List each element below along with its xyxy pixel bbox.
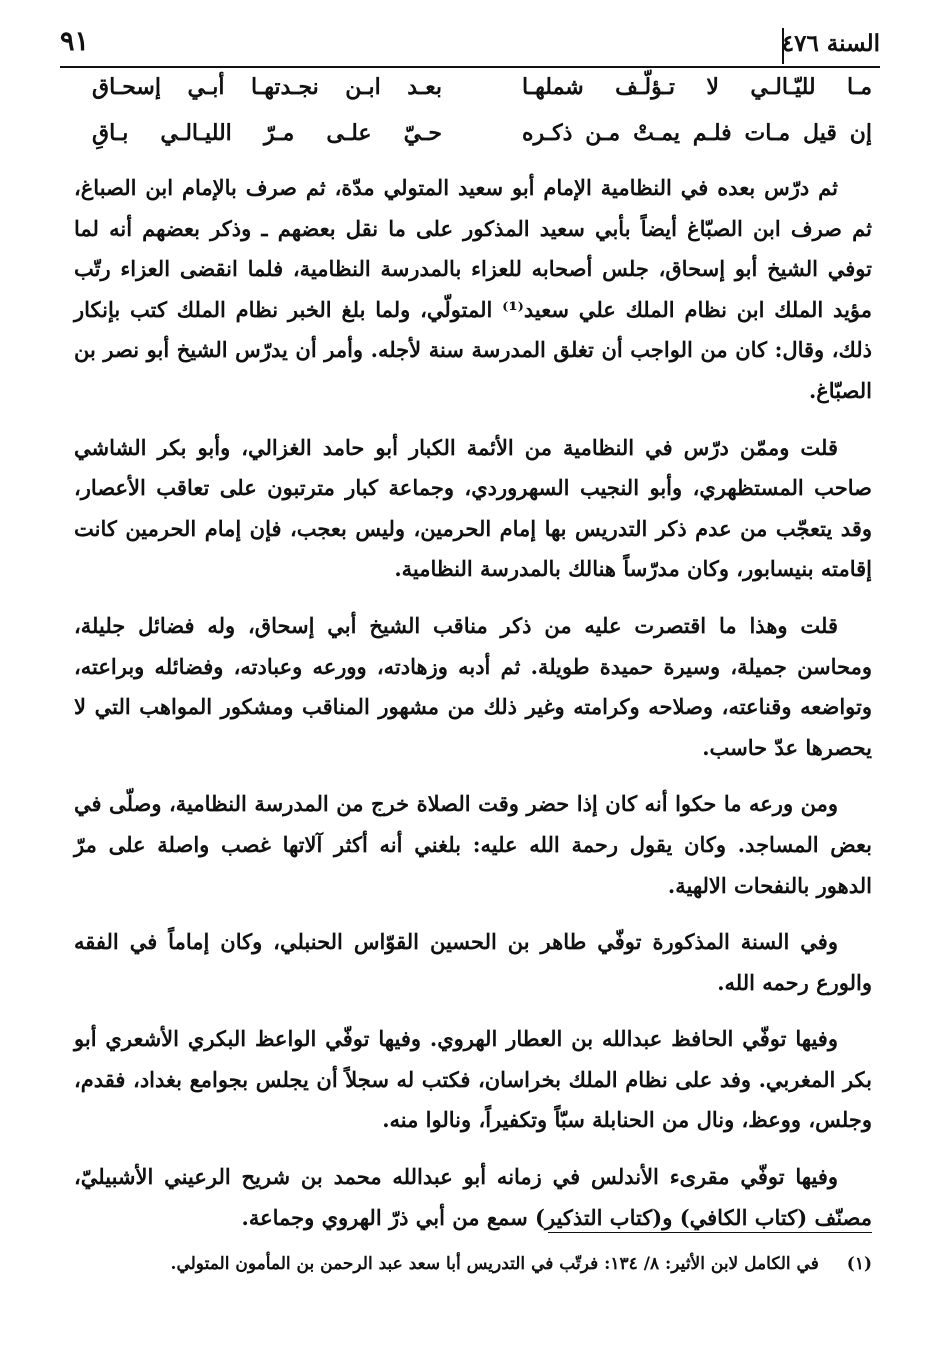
paragraph: ثم درّس بعده في النظامية الإمام أبو سعيد المتولي مدّة، ثم صرف بالإمام ابن الصباغ، ثم صرف ابن الصبّاغ أيضاً بأبي سعيد المذكور على ما نقل بعضهم ـ وذكر بعضهم أنه لما توفي الشيخ أبو إسحاق، جلس أصحابه للعزاء بالمدرسة النظامية، فلما انقضى العزاء رتّب مؤيد الملك ابن نظام الملك علي سعيد⁽¹⁾ المتولّي، ولما بلغ الخبر نظام الملك كتب بإنكار ذلك، وقال: كان من الواجب أن تغلق المدرسة سنة لأجله. وأمر أن يدرّس الشيخ أبو نصر بن الصبّاغ. <box>74 175 873 403</box>
verse-first-hemistich: مـا لليّـالـي لا تـؤلّـف شملهـا <box>522 74 872 100</box>
footnote-divider <box>548 1232 872 1233</box>
footnote <box>74 1254 872 1274</box>
footnote-number: (١) <box>846 1254 872 1274</box>
verse-second-hemistich: بعـد ابـن نجـدتهـا أبـي إسحـاق <box>92 74 442 100</box>
verse-first-hemistich: إن قيل مـات فلـم يمـتْ مـن ذكـره <box>522 120 872 146</box>
page-header <box>60 26 880 68</box>
poem-verse <box>92 120 872 160</box>
poem-verse <box>92 74 872 114</box>
paragraph: وفي السنة المذكورة توفّي طاهر بن الحسين القوّاس الحنبلي، وكان إماماً في الفقه والورع رحمه الله. <box>74 929 872 995</box>
paragraph: قلت وممّن درّس في النظامية من الأئمة الكبار أبو حامد الغزالي، وأبو بكر الشاشي صاحب المستظهري، وأبو النجيب السهروردي، وجماعة كبار مترتبون على تعاقب الأعصار، وقد يتعجّب من عدم ذكر التدريس بها إمام الحرمين، وليس بعجب، فإن إمام الحرمين كانت إقامته بنيسابور، وكان مدرّساً هنالك بالمدرسة النظامية. <box>74 434 872 582</box>
paragraph: وفيها توفّي مقرىء الأندلس في زمانه أبو عبدالله محمد بن شريح الرعيني الأشبيليّ، مصنّف (كتاب الكافي) و(كتاب التذكير) سمع من أبي ذرّ الهروي وجماعة. <box>74 1164 872 1230</box>
paragraph: قلت وهذا ما اقتصرت عليه من ذكر مناقب الشيخ أبي إسحاق، وله فضائل جليلة، ومحاسن جميلة، وسيرة حميدة طويلة. ثم أدبه وزهادته، وورعه وعبادته، وفضائله وبراعته، وتواضعه وقناعته، وصلاحه وكرامته وغير ذلك من مشهور المناقب ومشكور المواهب التي لا يحصرها عدّ حاسب. <box>74 612 872 760</box>
verse-second-hemistich: حـيّ علـى مـرّ الليـالـي بـاقِ <box>92 120 442 146</box>
paragraph: وفيها توفّي الحافظ عبدالله بن العطار الهروي. وفيها توفّي الواعظ البكري الأشعري أبو بكر المغربي. وفد على نظام الملك بخراسان، فكتب له سجلاً أن يجلس بجوامع بغداد، فقدم، وجلس، ووعظ، ونال من الحنابلة سبّاً وتكفيراً، ونالوا منه. <box>74 1026 872 1133</box>
footnote-text: في الكامل لابن الأثير: ٨/ ١٣٤: فرتّب في التدريس أبا سعد عبد الرحمن بن المأمون المتولي. <box>170 1254 819 1274</box>
header-separator <box>782 28 784 64</box>
running-head-year: السنة ٤٧٦ <box>781 30 880 57</box>
page-number: ٩١ <box>60 26 90 57</box>
main-text <box>74 168 872 1254</box>
paragraph: ومن ورعه ما حكوا أنه كان إذا حضر وقت الصلاة خرج من المدرسة النظامية، وصلّى في بعض المساجد. وكان يقول رحمة الله عليه: بلغني أنه أكثر آلاتها غصب واصلة على مرّ الدهور بالنفحات الالهية. <box>74 791 872 898</box>
